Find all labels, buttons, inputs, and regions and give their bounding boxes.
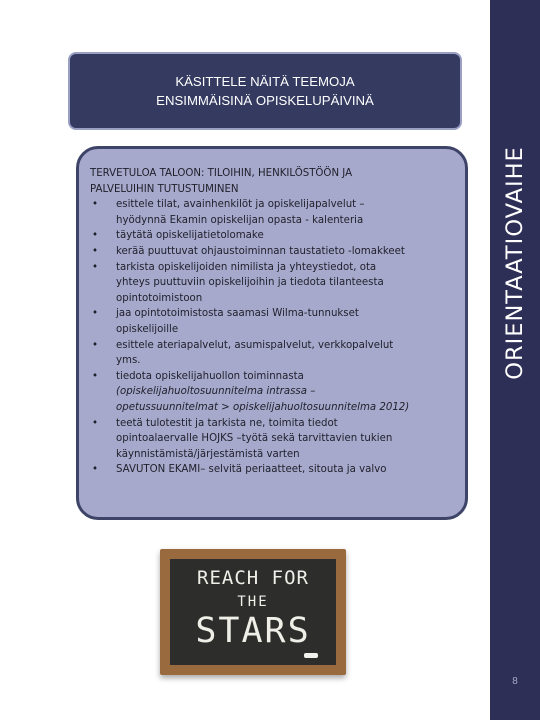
chalk-stick (304, 653, 318, 658)
reach-for-the-stars-image (160, 549, 346, 675)
content-heading-line-2: PALVELUIHIN TUTUSTUMINEN (90, 183, 239, 195)
header-line-1: KÄSITTELE NÄITÄ TEEMOJA (175, 74, 355, 89)
list-item-line: käynnistämistä/järjestämistä varten (116, 448, 300, 460)
list-item-line: kerää puuttuvat ohjaustoiminnan taustatieto -lomakkeet (116, 245, 405, 257)
bullet-dot: • (91, 199, 98, 211)
content-heading-line-1: TERVETULOA TALOON: TILOIHIN, HENKILÖSTÖÖN JA (90, 168, 353, 179)
list-item-line-italic: (opiskelijahuoltosuunnitelma intrassa – (116, 386, 316, 398)
list-item (90, 306, 450, 337)
list-item-line: opiskelijoille (116, 323, 179, 335)
list-item (90, 244, 450, 260)
bullet-dot: • (91, 464, 98, 476)
list-item-line: esittele ateriapalvelut, asumispalvelut, verkkopalvelut (116, 339, 394, 351)
list-item (90, 462, 450, 478)
bullet-dot: • (91, 417, 98, 429)
list-item-line: jaa opintotoimistosta saamasi Wilma-tunnukset (116, 308, 359, 320)
content-text (90, 166, 450, 478)
list-item-line: hyödynnä Ekamin opiskelijan opasta - kalenteria (116, 214, 364, 226)
list-item (90, 369, 450, 416)
bullet-dot: • (91, 230, 98, 242)
list-item-line: yms. (116, 355, 141, 367)
list-item-line: opintoalaervalle HOJKS –työtä sekä tarvittavien tukien (116, 433, 393, 445)
list-item-line: täytätä opiskelijatietolomake (116, 230, 264, 242)
bullet-dot: • (91, 308, 98, 320)
header-line-2: ENSIMMÄISINÄ OPISKELUPÄIVINÄ (156, 93, 374, 108)
bullet-dot: • (91, 261, 98, 273)
list-item-line: tarkista opiskelijoiden nimilista ja yhteystiedot, ota (116, 261, 377, 273)
list-item-line: opintotoimistoon (116, 292, 203, 304)
side-title-text: ORIENTAATIOVAIHE (502, 145, 528, 380)
list-item (90, 228, 450, 244)
chalk-line-3: STARS (195, 611, 311, 651)
side-title (490, 0, 540, 525)
list-item-line: yhteys puuttuviin opiskelijoihin ja tiedota tilanteesta (116, 277, 384, 289)
list-item (90, 260, 450, 307)
list-item-line: teetä tulotestit ja tarkista ne, toimita tiedot (116, 417, 338, 429)
chalkboard-surface (170, 559, 336, 665)
list-item (90, 338, 450, 369)
list-item-line-italic: opetussuunnitelmat > opiskelijahuoltosuunnitelma 2012) (116, 401, 410, 413)
header-box (68, 52, 462, 130)
list-item-line: tiedota opiskelijahuollon toiminnasta (116, 370, 304, 382)
list-item (90, 416, 450, 463)
chalk-line-2: THE (237, 594, 269, 610)
list-item (90, 197, 450, 228)
bullet-list (90, 197, 450, 478)
list-item-line: esittele tilat, avainhenkilöt ja opiskelijapalvelut – (116, 199, 365, 211)
bullet-dot: • (91, 370, 98, 382)
bullet-dot: • (91, 339, 98, 351)
page-number: 8 (512, 676, 518, 687)
bullet-dot: • (91, 245, 98, 257)
list-item-line: SAVUTON EKAMI– selvitä periaatteet, sitouta ja valvo (116, 464, 387, 476)
chalk-line-1: REACH FOR (197, 567, 309, 589)
